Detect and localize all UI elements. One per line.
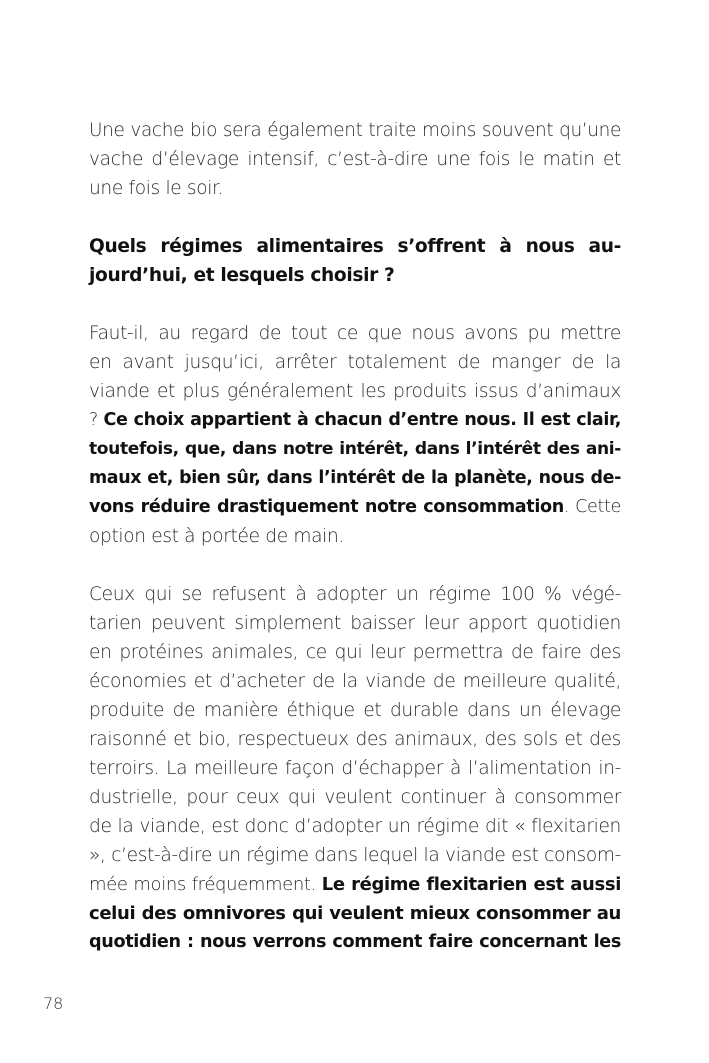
bold-text-run: Le régime flexitarien est aussi xyxy=(321,874,622,895)
paragraph-line: viande et plus généralement les produits issus d’animaux xyxy=(89,381,621,402)
paragraph-line: option est à portée de main. xyxy=(89,526,344,547)
paragraph-line: une fois le soir. xyxy=(89,178,224,199)
paragraph-line xyxy=(89,406,621,435)
paragraph-line: en avant jusqu’ici, arrêter totalement de manger de la xyxy=(89,352,621,373)
paragraph-line: Une vache bio sera également traite moins souvent qu’une xyxy=(89,120,621,141)
paragraph-line xyxy=(89,493,621,522)
page-number: 78 xyxy=(43,994,64,1013)
paragraph-line: économies et d’acheter de la viande de meilleure qualité, xyxy=(89,671,621,692)
paragraph-line: raisonné et bio, respectueux des animaux, des sols et des xyxy=(89,729,621,750)
bold-text-run: vons réduire drastiquement notre consommation xyxy=(89,497,564,517)
text-run: . Cette xyxy=(563,497,621,517)
paragraph-line: terroirs. La meilleure façon d’échapper à l’alimentation in- xyxy=(89,758,621,779)
paragraph-line: Ceux qui se refusent à adopter un régime 100 % végé- xyxy=(89,584,621,605)
bold-text-run: Ce choix appartient à chacun d’entre nous. Il est clair, xyxy=(103,410,621,430)
paragraph-3 xyxy=(89,580,621,957)
paragraph-line: tarien peuvent simplement baisser leur apport quotidien xyxy=(89,613,621,634)
section-heading xyxy=(89,232,621,290)
heading-line: Quels régimes alimentaires s’offrent à nous au- xyxy=(89,236,621,257)
paragraph-line: Faut-il, au regard de tout ce que nous avons pu mettre xyxy=(89,323,621,344)
text-run: mée moins fréquemment. xyxy=(89,874,322,895)
bold-paragraph-line: celui des omnivores qui veulent mieux consommer au xyxy=(89,903,621,924)
paragraph-line: dustrielle, pour ceux qui veulent continuer à consommer xyxy=(89,787,621,808)
paragraph-line: vache d’élevage intensif, c’est-à-dire une fois le matin et xyxy=(89,149,621,170)
bold-paragraph-line: maux et, bien sûr, dans l’intérêt de la planète, nous de- xyxy=(89,468,621,488)
paragraph-1 xyxy=(89,116,621,203)
paragraph-line: en protéines animales, ce qui leur permettra de faire des xyxy=(89,642,621,663)
paragraph-line: », c’est-à-dire un régime dans lequel la viande est consom- xyxy=(89,845,621,866)
paragraph-line xyxy=(89,870,621,899)
paragraph-line: de la viande, est donc d’adopter un régime dit « flexitarien xyxy=(89,816,621,837)
text-run: ? xyxy=(89,410,104,430)
page-body xyxy=(89,116,621,957)
bold-paragraph-line: toutefois, que, dans notre intérêt, dans l’intérêt des ani- xyxy=(89,439,621,459)
paragraph-2 xyxy=(89,319,621,551)
paragraph-line: produite de manière éthique et durable dans un élevage xyxy=(89,700,621,721)
bold-paragraph-line: quotidien : nous verrons comment faire concernant les xyxy=(89,932,621,952)
heading-line: jourd’hui, et lesquels choisir ? xyxy=(89,265,395,286)
